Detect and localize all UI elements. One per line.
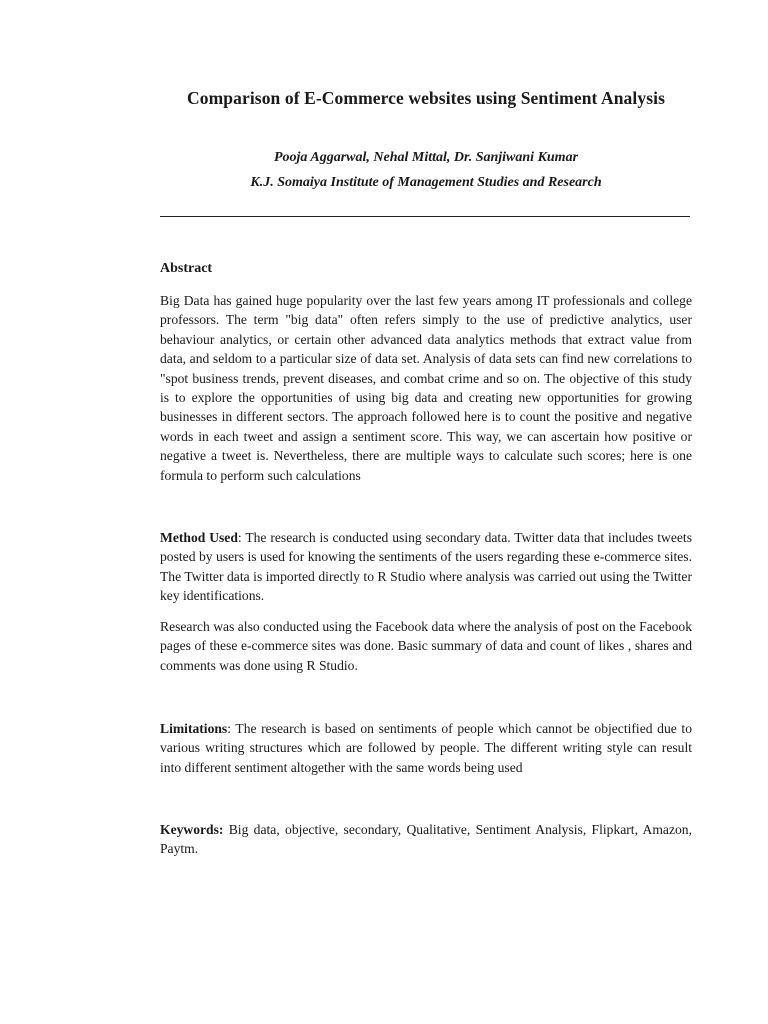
affiliation: K.J. Somaiya Institute of Management Studies and Research bbox=[250, 175, 602, 190]
abstract-paragraph: Big Data has gained huge popularity over the last few years among IT professionals and college professors. The term "big data" often refers simply to the use of predictive analytics, user behaviour analytics, or certain other advanced data analytics methods that extract value from data, and seldom to a particular size of data set. Analysis of data sets can find new correlations to "spot business trends, prevent diseases, and combat crime and so on. The objective of this study is to explore the opportunities of using big data and creating new opportunities for growing businesses in different sectors. The approach followed here is to count the positive and negative words in each tweet and assign a sentiment score. This way, we can ascertain how positive or negative a tweet is. Nevertheless, there are multiple ways to calculate such scores; here is one formula to perform such calculations bbox=[160, 293, 692, 483]
abstract-heading: Abstract bbox=[160, 261, 213, 276]
method-label: Method Used bbox=[160, 530, 238, 545]
method-text: : The research is conducted using secondary data. Twitter data that includes tweets posted by users is used for knowing the sentiments of the users regarding these e-commerce sites. The Twitter data is imported directly to R Studio where analysis was carried out using the Twitter key identifications. bbox=[160, 530, 692, 604]
paper-title: Comparison of E-Commerce websites using Sentiment Analysis bbox=[187, 88, 665, 108]
keywords-paragraph bbox=[160, 820, 692, 859]
limitations-label: Limitations bbox=[160, 721, 228, 736]
method-paragraph-2: Research was also conducted using the Facebook data where the analysis of post on the Facebook pages of these e-commerce sites was done. Basic summary of data and count of likes , shares and comments was done using R Studio. bbox=[160, 619, 692, 673]
method-paragraph bbox=[160, 528, 692, 606]
title-separator-rule bbox=[160, 216, 690, 217]
limitations-paragraph bbox=[160, 719, 692, 777]
author-list: Pooja Aggarwal, Nehal Mittal, Dr. Sanjiwani Kumar bbox=[273, 150, 579, 165]
keywords-text: Big data, objective, secondary, Qualitative, Sentiment Analysis, Flipkart, Amazon, Paytm. bbox=[160, 822, 692, 857]
limitations-text: : The research is based on sentiments of people which cannot be objectified due to various writing structures which are followed by people. The different writing style can result into different sentiment altogether with the same words being used bbox=[160, 721, 692, 775]
keywords-label: Keywords: bbox=[160, 822, 224, 837]
